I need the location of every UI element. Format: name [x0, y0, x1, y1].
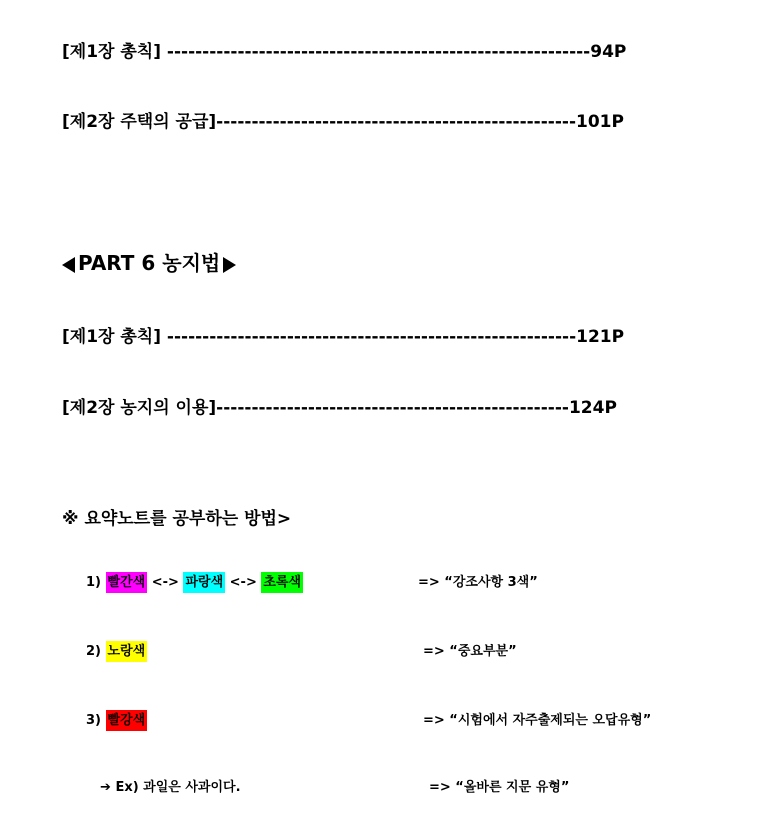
method-item-2 [86, 640, 147, 659]
toc-entry-ch1-part6[interactable] [62, 322, 624, 347]
triangle-left-icon [62, 257, 75, 273]
highlight-cyan: 파랑색 [183, 572, 225, 593]
toc-page: 124P [568, 398, 617, 418]
separator: <-> [147, 575, 184, 590]
toc-chapter: [제2장 주택의 공급] [62, 112, 217, 132]
toc-chapter: [제2장 농지의 이용] [62, 398, 217, 418]
part-title: PART 6 농지법 [78, 251, 221, 275]
item-note-1: => “강조사항 3색” [418, 575, 538, 590]
method-item-1 [86, 571, 303, 590]
highlight-yellow: 노랑색 [106, 641, 148, 662]
toc-leader: ------------------------------------------------------------ [160, 42, 591, 62]
toc-entry-ch2-part6[interactable] [62, 393, 617, 418]
item-number: 1) [86, 575, 101, 590]
toc-leader: ---------------------------------------------------------- [160, 327, 577, 347]
method-item-3 [86, 709, 147, 728]
toc-leader: --------------------------------------------------- [216, 112, 577, 132]
example-note: => “올바른 지문 유형” [429, 780, 570, 795]
item-number: 2) [86, 644, 101, 659]
item-number: 3) [86, 713, 101, 728]
highlight-red: 빨강색 [106, 710, 148, 731]
triangle-right-icon [223, 257, 236, 273]
example-text: Ex) 과일은 사과이다. [115, 780, 241, 795]
toc-page: 121P [576, 327, 625, 347]
item-note-3: => “시험에서 자주출제되는 오답유형” [423, 713, 652, 728]
right-arrow-icon: ➔ [100, 780, 111, 795]
toc-page: 94P [590, 42, 627, 62]
separator: <-> [225, 575, 262, 590]
toc-entry-ch2[interactable] [62, 107, 624, 132]
highlight-green: 초록색 [261, 572, 303, 593]
highlight-magenta: 빨간색 [106, 572, 148, 593]
item-note-2: => “중요부분” [423, 644, 517, 659]
toc-page: 101P [576, 112, 624, 132]
toc-chapter: [제1장 총칙] [62, 327, 161, 347]
part-heading [62, 247, 236, 276]
method-title: ※ 요약노트를 공부하는 방법> [62, 509, 292, 529]
toc-leader: -------------------------------------------------- [216, 398, 569, 418]
toc-entry-ch1[interactable] [62, 37, 626, 62]
toc-chapter: [제1장 총칙] [62, 42, 161, 62]
example-line [100, 776, 241, 795]
